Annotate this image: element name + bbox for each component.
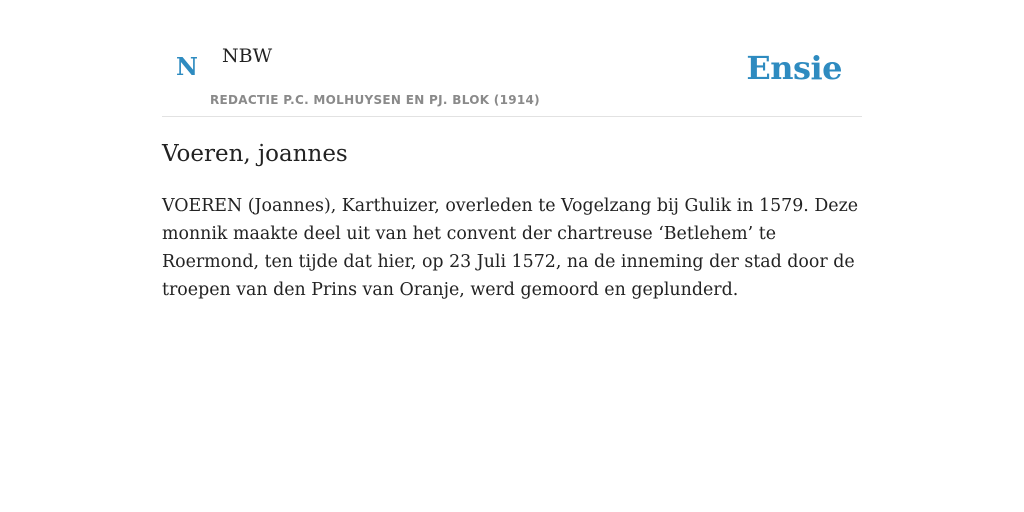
source-name: NBW — [222, 45, 273, 67]
article-title: Voeren, joannes — [162, 141, 348, 167]
article-body: VOEREN (Joannes), Karthuizer, overleden te Vogelzang bij Gulik in 1579. Deze monnik maakte deel uit van het convent der chartreuse ‘Betlehem’ te Roermond, ten tijde dat hier, op 23 Juli 1572, na de inneming der stad door de troepen van den Prins van Oranje, werd gemoord en geplunderd. — [162, 196, 859, 300]
source-logo-link[interactable]: N — [176, 52, 198, 81]
source-subtitle: REDACTIE P.C. MOLHUYSEN EN PJ. BLOK (1914) — [210, 93, 540, 107]
header — [162, 0, 862, 117]
brand-logo-link[interactable]: Ensie — [746, 49, 842, 87]
